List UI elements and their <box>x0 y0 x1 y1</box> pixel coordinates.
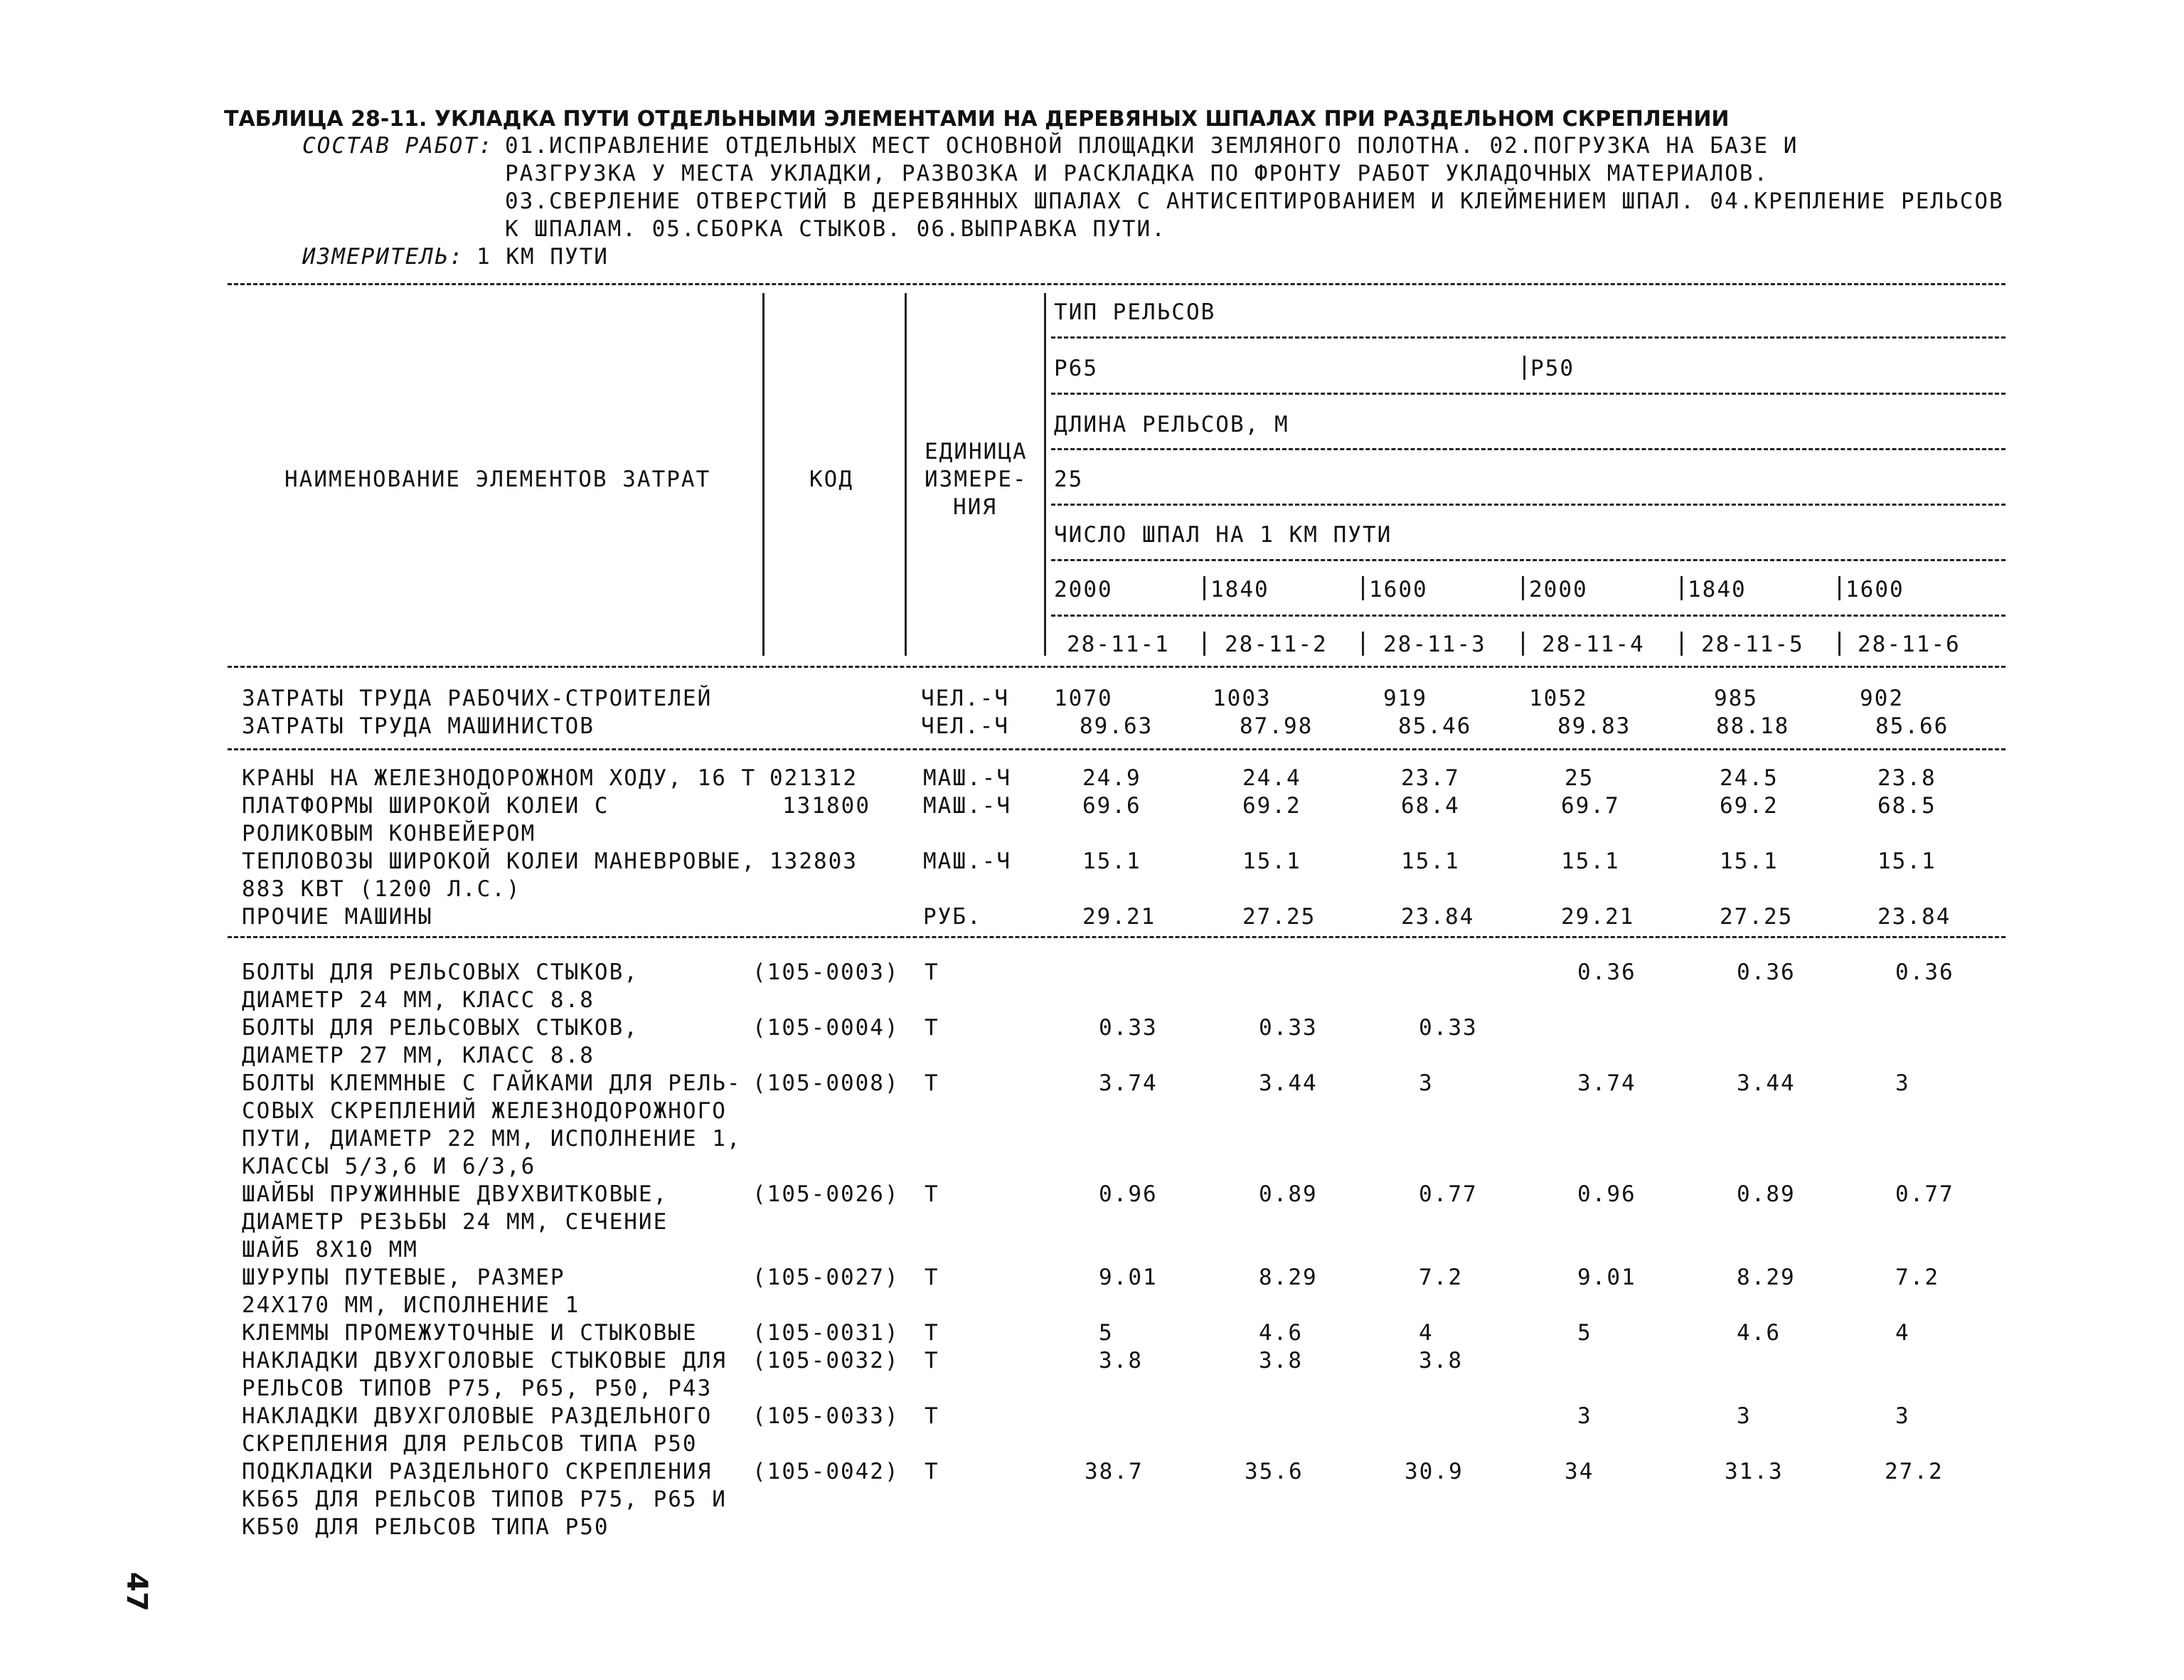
table-row-name: ЗАТРАТЫ ТРУДА РАБОЧИХ-СТРОИТЕЛЕЙ <box>242 686 713 711</box>
table-row-unit: Т <box>925 1459 939 1484</box>
header-unit: НИЯ <box>953 494 997 520</box>
table-cell: 4 <box>1419 1320 1434 1346</box>
table-row-name: ПОДКЛАДКИ РАЗДЕЛЬНОГО СКРЕПЛЕНИЯ <box>242 1459 713 1484</box>
table-cell: 0.36 <box>1737 959 1796 985</box>
table-rule <box>228 748 2005 750</box>
table-cell: 0.96 <box>1577 1181 1636 1207</box>
table-cell: 0.77 <box>1895 1181 1954 1207</box>
header-sleepers: ЧИСЛО ШПАЛ НА 1 КМ ПУТИ <box>1054 522 1392 548</box>
table-row-name: 24Х170 ММ, ИСПОЛНЕНИЕ 1 <box>242 1292 580 1318</box>
table-row-name: ПРОЧИЕ МАШИНЫ <box>242 904 433 930</box>
header-divider <box>1203 632 1205 656</box>
table-row-name: ПЛАТФОРМЫ ШИРОКОЙ КОЛЕИ С <box>242 793 609 819</box>
header-divider <box>1522 576 1524 600</box>
table-row-name: НАКЛАДКИ ДВУХГОЛОВЫЕ РАЗДЕЛЬНОГО <box>242 1403 713 1429</box>
sleeper-count: 1840 <box>1210 577 1269 602</box>
table-row-unit: Т <box>925 1265 939 1290</box>
header-divider <box>1362 632 1364 656</box>
table-cell: 8.29 <box>1737 1265 1796 1290</box>
table-cell: 9.01 <box>1577 1265 1636 1290</box>
table-row-name: ПУТИ, ДИАМЕТР 22 ММ, ИСПОЛНЕНИЕ 1, <box>242 1126 742 1152</box>
table-cell: 29.21 <box>1561 904 1635 930</box>
table-cell: 1052 <box>1529 686 1588 711</box>
header-code: КОД <box>809 467 853 492</box>
table-cell: 0.33 <box>1099 1015 1158 1041</box>
table-row-code: 021312 <box>769 765 858 791</box>
table-row-name: КЛЕММЫ ПРОМЕЖУТОЧНЫЕ И СТЫКОВЫЕ <box>242 1320 698 1346</box>
column-code: 28-11-4 <box>1542 632 1645 657</box>
header-divider <box>905 293 907 656</box>
table-row-name: НАКЛАДКИ ДВУХГОЛОВЫЕ СТЫКОВЫЕ ДЛЯ <box>242 1348 727 1373</box>
table-row-unit: МАШ.-Ч <box>923 793 1011 819</box>
table-cell: 34 <box>1565 1459 1594 1484</box>
table-cell: 985 <box>1714 686 1758 711</box>
header-p50: Р50 <box>1530 356 1575 381</box>
table-row-unit: Т <box>925 1015 939 1041</box>
table-cell: 5 <box>1577 1320 1592 1346</box>
table-row-name: ДИАМЕТР 24 ММ, КЛАСС 8.8 <box>242 987 595 1013</box>
table-cell: 15.1 <box>1561 849 1620 874</box>
sleeper-count: 2000 <box>1054 577 1113 602</box>
work-line: К ШПАЛАМ. 05.СБОРКА СТЫКОВ. 06.ВЫПРАВКА ПУТИ. <box>505 216 1166 242</box>
sleeper-count: 1600 <box>1845 577 1905 602</box>
table-cell: 3.44 <box>1737 1070 1796 1096</box>
header-p65: Р65 <box>1054 356 1098 381</box>
table-row-code: 132803 <box>769 849 858 874</box>
table-row-code: (105-0027) <box>752 1265 900 1290</box>
table-cell: 8.29 <box>1259 1265 1318 1290</box>
table-cell: 3 <box>1895 1070 1910 1096</box>
header-divider <box>1523 356 1525 380</box>
table-cell: 1070 <box>1054 686 1113 711</box>
table-cell: 0.33 <box>1259 1015 1318 1041</box>
table-cell: 69.7 <box>1561 793 1620 819</box>
table-cell: 0.36 <box>1577 959 1636 985</box>
table-cell: 919 <box>1383 686 1427 711</box>
table-row-name: СКРЕПЛЕНИЯ ДЛЯ РЕЛЬСОВ ТИПА Р50 <box>242 1431 698 1457</box>
table-cell: 5 <box>1099 1320 1114 1346</box>
table-cell: 4.6 <box>1737 1320 1781 1346</box>
work-line: РАЗГРУЗКА У МЕСТА УКЛАДКИ, РАЗВОЗКА И РАСКЛАДКА ПО ФРОНТУ РАБОТ УКЛАДОЧНЫХ МАТЕРИАЛОВ. <box>505 161 1769 186</box>
table-title: ТАБЛИЦА 28-11. УКЛАДКА ПУТИ ОТДЕЛЬНЫМИ ЭЛЕМЕНТАМИ НА ДЕРЕВЯНЫХ ШПАЛАХ ПРИ РАЗДЕЛЬНОМ СКРЕПЛЕНИИ <box>224 107 1730 132</box>
header-divider <box>762 293 765 656</box>
column-code: 28-11-1 <box>1067 632 1170 657</box>
table-row-name: ДИАМЕТР РЕЗЬБЫ 24 ММ, СЕЧЕНИЕ <box>242 1209 668 1235</box>
header-rail-length: ДЛИНА РЕЛЬСОВ, М <box>1054 412 1289 437</box>
table-cell: 15.1 <box>1720 849 1779 874</box>
table-cell: 24.5 <box>1720 765 1779 791</box>
table-row-name: БОЛТЫ ДЛЯ РЕЛЬСОВЫХ СТЫКОВ, <box>242 959 639 985</box>
table-row-code: (105-0032) <box>752 1348 900 1373</box>
table-cell: 3.8 <box>1259 1348 1303 1373</box>
table-row-name: ШАЙБЫ ПРУЖИННЫЕ ДВУХВИТКОВЫЕ, <box>242 1181 668 1207</box>
table-row-code: 131800 <box>782 793 870 819</box>
table-row-name: ДИАМЕТР 27 ММ, КЛАСС 8.8 <box>242 1043 595 1068</box>
table-cell: 3.8 <box>1099 1348 1143 1373</box>
table-cell: 3 <box>1419 1070 1434 1096</box>
work-label: СОСТАВ РАБОТ: <box>302 133 494 159</box>
header-rule <box>1051 393 2005 395</box>
table-row-unit: Т <box>925 1181 939 1207</box>
table-cell: 15.1 <box>1877 849 1937 874</box>
sleeper-count: 1600 <box>1369 577 1428 602</box>
column-code: 28-11-2 <box>1225 632 1328 657</box>
table-cell: 23.84 <box>1877 904 1951 930</box>
sleeper-count: 2000 <box>1529 577 1588 602</box>
table-rule <box>228 936 2005 938</box>
table-row-unit: Т <box>925 1070 939 1096</box>
table-cell: 15.1 <box>1242 849 1301 874</box>
unit-label: ИЗМЕРИТЕЛЬ: <box>302 244 464 270</box>
table-cell: 4 <box>1895 1320 1910 1346</box>
table-row-name: ШУРУПЫ ПУТЕВЫЕ, РАЗМЕР <box>242 1265 565 1290</box>
header-unit: ЕДИНИЦА <box>925 439 1028 464</box>
column-code: 28-11-6 <box>1858 632 1961 657</box>
table-row-name: РЕЛЬСОВ ТИПОВ Р75, Р65, Р50, Р43 <box>242 1376 713 1401</box>
table-cell: 38.7 <box>1085 1459 1144 1484</box>
header-divider <box>1838 632 1841 656</box>
table-cell: 0.89 <box>1259 1181 1318 1207</box>
table-cell: 3 <box>1577 1403 1592 1429</box>
column-code: 28-11-5 <box>1701 632 1804 657</box>
table-cell: 23.7 <box>1401 765 1460 791</box>
table-cell: 0.89 <box>1737 1181 1796 1207</box>
header-rail-type: ТИП РЕЛЬСОВ <box>1054 299 1216 325</box>
table-cell: 27.25 <box>1242 904 1316 930</box>
table-row-unit: ЧЕЛ.-Ч <box>921 713 1009 739</box>
header-rule <box>1051 559 2005 561</box>
table-row-name: КБ65 ДЛЯ РЕЛЬСОВ ТИПОВ Р75, Р65 И <box>242 1487 727 1512</box>
table-row-unit: Т <box>925 1348 939 1373</box>
table-cell: 3.44 <box>1259 1070 1318 1096</box>
header-name: НАИМЕНОВАНИЕ ЭЛЕМЕНТОВ ЗАТРАТ <box>284 467 711 492</box>
table-rule <box>228 283 2005 285</box>
unit-value: 1 КМ ПУТИ <box>476 244 609 270</box>
table-cell: 3 <box>1895 1403 1910 1429</box>
header-length-value: 25 <box>1054 467 1084 492</box>
table-cell: 0.77 <box>1419 1181 1478 1207</box>
table-cell: 85.46 <box>1398 713 1472 739</box>
table-row-name: ЗАТРАТЫ ТРУДА МАШИНИСТОВ <box>242 713 595 739</box>
table-cell: 87.98 <box>1240 713 1314 739</box>
table-row-unit: Т <box>925 959 939 985</box>
table-cell: 15.1 <box>1401 849 1460 874</box>
table-rule <box>228 666 2005 668</box>
header-unit: ИЗМЕРЕ- <box>925 467 1028 492</box>
table-cell: 24.9 <box>1082 765 1141 791</box>
table-cell: 68.5 <box>1877 793 1937 819</box>
table-cell: 69.6 <box>1082 793 1141 819</box>
table-row-name: БОЛТЫ КЛЕММНЫЕ С ГАЙКАМИ ДЛЯ РЕЛЬ- <box>242 1070 742 1096</box>
table-row-name: КБ50 ДЛЯ РЕЛЬСОВ ТИПА Р50 <box>242 1514 609 1540</box>
table-cell: 3.8 <box>1419 1348 1463 1373</box>
table-row-name: СОВЫХ СКРЕПЛЕНИЙ ЖЕЛЕЗНОДОРОЖНОГО <box>242 1098 727 1124</box>
table-cell: 3.74 <box>1577 1070 1636 1096</box>
table-cell: 27.2 <box>1885 1459 1944 1484</box>
header-rule <box>1051 448 2005 450</box>
table-row-code: (105-0003) <box>752 959 900 985</box>
table-row-name: КЛАССЫ 5/3,6 И 6/3,6 <box>242 1154 536 1179</box>
header-rule <box>1051 336 2005 339</box>
table-cell: 69.2 <box>1242 793 1301 819</box>
table-row-unit: МАШ.-Ч <box>923 849 1011 874</box>
table-cell: 85.66 <box>1875 713 1949 739</box>
header-divider <box>1203 576 1205 600</box>
table-cell: 89.83 <box>1557 713 1631 739</box>
header-divider <box>1044 293 1046 656</box>
table-cell: 35.6 <box>1245 1459 1304 1484</box>
header-rule <box>1051 615 2005 617</box>
table-cell: 89.63 <box>1080 713 1154 739</box>
work-line: 03.СВЕРЛЕНИЕ ОТВЕРСТИЙ В ДЕРЕВЯННЫХ ШПАЛАХ С АНТИСЕПТИРОВАНИЕМ И КЛЕЙМЕНИЕМ ШПАЛ. 04.КРЕПЛЕНИЕ РЕЛЬСОВ <box>505 188 2004 214</box>
header-divider <box>1680 632 1683 656</box>
table-cell: 902 <box>1860 686 1904 711</box>
table-cell: 7.2 <box>1419 1265 1463 1290</box>
page-number: 47 <box>120 1572 153 1612</box>
table-cell: 23.84 <box>1401 904 1475 930</box>
table-row-unit: Т <box>925 1403 939 1429</box>
table-cell: 68.4 <box>1401 793 1460 819</box>
sleeper-count: 1840 <box>1688 577 1747 602</box>
table-row-unit: РУБ. <box>923 904 982 930</box>
table-row-name: КРАНЫ НА ЖЕЛЕЗНОДОРОЖНОМ ХОДУ, 16 Т <box>242 765 757 791</box>
column-code: 28-11-3 <box>1383 632 1486 657</box>
table-cell: 24.4 <box>1242 765 1301 791</box>
table-cell: 30.9 <box>1405 1459 1464 1484</box>
table-cell: 23.8 <box>1877 765 1937 791</box>
table-cell: 3.74 <box>1099 1070 1158 1096</box>
table-cell: 69.2 <box>1720 793 1779 819</box>
table-cell: 0.36 <box>1895 959 1954 985</box>
table-row-name: РОЛИКОВЫМ КОНВЕЙЕРОМ <box>242 821 536 846</box>
table-row-unit: ЧЕЛ.-Ч <box>921 686 1009 711</box>
table-row-code: (105-0031) <box>752 1320 900 1346</box>
work-line: 01.ИСПРАВЛЕНИЕ ОТДЕЛЬНЫХ МЕСТ ОСНОВНОЙ ПЛОЩАДКИ ЗЕМЛЯНОГО ПОЛОТНА. 02.ПОГРУЗКА НА БАЗЕ И <box>505 133 1799 159</box>
table-row-code: (105-0026) <box>752 1181 900 1207</box>
table-cell: 4.6 <box>1259 1320 1303 1346</box>
header-divider <box>1522 632 1524 656</box>
header-rule <box>1051 504 2005 506</box>
table-row-name: 883 КВТ (1200 Л.С.) <box>242 876 521 902</box>
header-divider <box>1680 576 1683 600</box>
table-row-code: (105-0008) <box>752 1070 900 1096</box>
table-row-unit: МАШ.-Ч <box>923 765 1011 791</box>
table-row-code: (105-0033) <box>752 1403 900 1429</box>
header-divider <box>1362 576 1364 600</box>
table-row-name: ШАЙБ 8Х10 ММ <box>242 1237 418 1262</box>
table-cell: 29.21 <box>1082 904 1156 930</box>
table-cell: 9.01 <box>1099 1265 1158 1290</box>
table-cell: 25 <box>1565 765 1594 791</box>
table-row-code: (105-0004) <box>752 1015 900 1041</box>
table-cell: 88.18 <box>1716 713 1790 739</box>
table-row-unit: Т <box>925 1320 939 1346</box>
table-row-code: (105-0042) <box>752 1459 900 1484</box>
table-cell: 15.1 <box>1082 849 1141 874</box>
table-cell: 0.33 <box>1419 1015 1478 1041</box>
table-cell: 27.25 <box>1720 904 1794 930</box>
table-cell: 3 <box>1737 1403 1752 1429</box>
table-cell: 1003 <box>1213 686 1272 711</box>
table-row-name: ТЕПЛОВОЗЫ ШИРОКОЙ КОЛЕИ МАНЕВРОВЫЕ, <box>242 849 757 874</box>
table-cell: 31.3 <box>1725 1459 1784 1484</box>
table-row-name: БОЛТЫ ДЛЯ РЕЛЬСОВЫХ СТЫКОВ, <box>242 1015 639 1041</box>
table-cell: 0.96 <box>1099 1181 1158 1207</box>
table-cell: 7.2 <box>1895 1265 1939 1290</box>
header-divider <box>1838 576 1841 600</box>
